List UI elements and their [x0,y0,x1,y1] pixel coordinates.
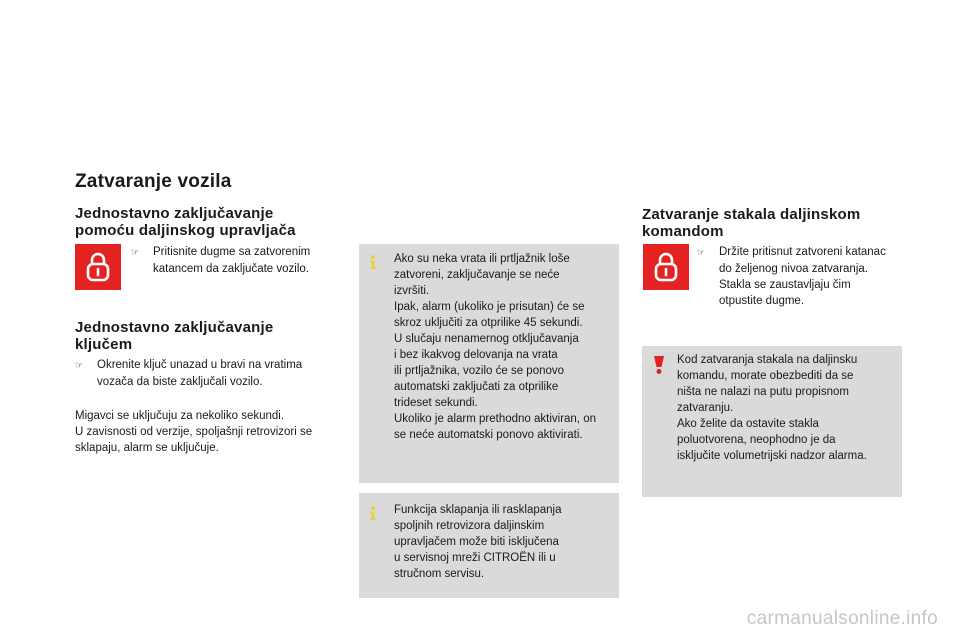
warning-box-windows [642,346,902,497]
section-heading-windows: Zatvaranje stakala daljinskom komandom [642,206,861,240]
info-text-mirrors: Funkcija sklapanja ili rasklapanja spoljnih retrovizora daljinskim upravljačem može biti isključena u servisnoj mreži CITROËN ili u stručnom servisu. [394,504,562,580]
padlock-icon [85,251,111,283]
pointing-hand-icon: ☞ [697,248,706,258]
bullet-remote-lock: ☞ Pritisnite dugme sa zatvorenim katancem da zaključate vozilo. [131,246,311,275]
pointing-hand-icon: ☞ [131,248,140,258]
warning-text-windows: Kod zatvaranja stakala na daljinsku komandu, morate obezbediti da se ništa ne nalazi na putu propisnom zatvaranju. Ako želite da ostavite stakla poluotvorena, neophodno je da isključite volumetrijski nadzor alarma. [677,354,867,462]
bullet-key-lock: ☞ Okrenite ključ unazad u bravi na vratima vozača da biste zaključali vozilo. [75,359,303,388]
warning-icon [651,355,667,375]
page-title: Zatvaranje vozila [75,171,232,192]
lock-button-icon [643,244,689,290]
section-heading-remote: Jednostavno zaključavanje pomoću daljinskog upravljača [75,205,296,239]
info-text-door-warning: Ako su neka vrata ili prtljažnik loše zatvoreni, zaključavanje se neće izvršiti. Ipak, alarm (ukoliko je prisutan) će se skroz uključiti za otprilike 45 sekundi. U slučaju nenamernog otključavanja i bez ikakvog delovanja na vrata ili prtljažnika, vozilo će se ponovo automatski zaključati za otprilike trideset sekundi. Ukoliko je alarm prethodno aktiviran, on se neće automatski ponovo aktivirati. [394,253,596,441]
watermark: carmanualsonline.info [746,608,938,629]
bullet-windows-close: ☞ Držite pritisnut zatvoreni katanac do željenog nivoa zatvaranja. Stakla se zaustavljaju čim otpustite dugme. [697,246,886,307]
section-heading-key: Jednostavno zaključavanje ključem [75,319,274,353]
info-icon [366,505,380,521]
paragraph-indicators: Migavci se uključuju za nekoliko sekundi. U zavisnosti od verzije, spoljašnji retrovizori se sklapaju, alarm se uključuje. [75,410,313,454]
info-box-door-warning [359,244,619,483]
lock-button-icon [75,244,121,290]
info-icon [366,254,380,270]
padlock-icon [653,251,679,283]
info-box-mirrors [359,493,619,598]
pointing-hand-icon: ☞ [75,361,84,371]
